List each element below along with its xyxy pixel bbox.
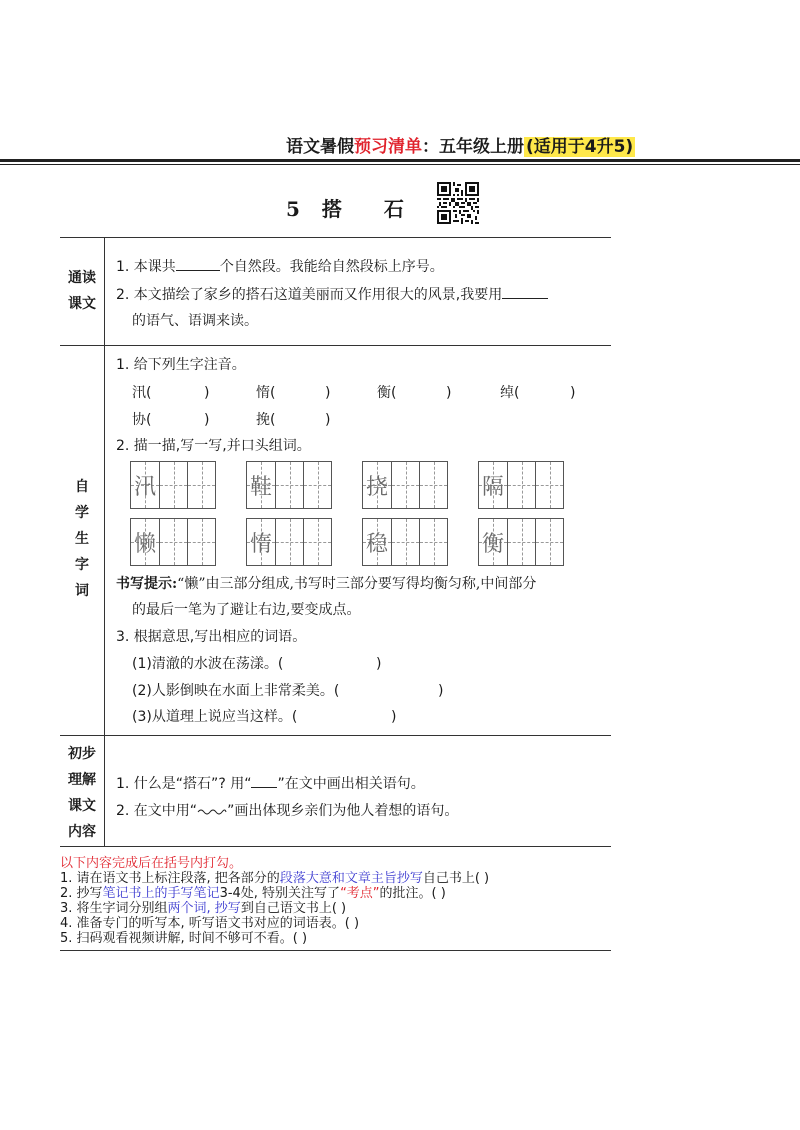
- checklist-item-1: [60, 871, 489, 886]
- trace-grid[interactable]: [130, 461, 216, 509]
- header-applicable: (适用于4升5): [526, 137, 634, 157]
- checklist-highlight: 笔记书上的手写笔记: [102, 886, 220, 901]
- page-header: [286, 132, 635, 157]
- read-q1-text-2: 个自然段。我能给自然段标上序号。: [219, 259, 444, 275]
- checklist-highlight: 两个词, 抄写: [167, 901, 241, 916]
- section-label-char: 词: [75, 583, 89, 599]
- checklist-highlight-red: “考点”: [340, 886, 380, 901]
- checklist-item-3: [60, 901, 346, 916]
- row-divider-2: [60, 735, 611, 736]
- pinyin-item: 挽(: [256, 412, 276, 428]
- answer-blank[interactable]: [176, 256, 220, 271]
- trace-char: 惰: [249, 531, 272, 557]
- meaning-item-1: (1)清澈的水波在荡漾。(: [132, 656, 284, 672]
- meaning-close-3: ): [391, 709, 397, 725]
- trace-grid[interactable]: [362, 518, 448, 566]
- read-q1-text: 1. 本课共: [116, 259, 176, 275]
- read-q2-text-2: 的语气、语调来读。: [132, 313, 258, 329]
- checklist-text: 3. 将生字词分别组: [60, 901, 168, 916]
- wavy-underline-icon: [197, 807, 227, 815]
- words-question-3: 3. 根据意思,写出相应的词语。: [116, 629, 307, 645]
- pinyin-close: ): [204, 385, 210, 401]
- writing-tip-label: 书写提示:: [116, 576, 178, 592]
- lesson-char-2: 石: [383, 197, 404, 221]
- trace-char: 隔: [481, 474, 504, 500]
- trace-grid[interactable]: [362, 461, 448, 509]
- trace-grid[interactable]: [246, 461, 332, 509]
- pinyin-close: ): [570, 385, 576, 401]
- section-label-understand: [60, 741, 104, 845]
- section-label-line: 内容: [68, 824, 96, 840]
- checklist-text: 2. 抄写: [60, 886, 103, 901]
- row-divider-1: [60, 345, 611, 346]
- section-label-char: 字: [75, 557, 89, 573]
- trace-char: 懒: [133, 531, 156, 557]
- pinyin-item: 惰(: [256, 385, 276, 401]
- words-question-1: 1. 给下列生字注音。: [116, 357, 246, 373]
- checklist-item-5: 5. 扫码观看视频讲解, 时间不够可不看。( ): [60, 931, 308, 946]
- section-label-read: [60, 265, 104, 317]
- header-preview-list: 预习清单: [354, 137, 422, 157]
- checklist-text: 到自己语文书上( ): [240, 901, 347, 916]
- understand-question-2: [116, 801, 458, 821]
- meaning-item-3: (3)从道理上说应当这样。(: [132, 709, 298, 725]
- header-rule-thin: [0, 164, 800, 165]
- meaning-close-2: ): [438, 683, 444, 699]
- row-divider-3: [60, 846, 611, 847]
- writing-tip-cont: 的最后一笔为了避让右边,要变成点。: [132, 602, 361, 618]
- writing-tip: [116, 574, 536, 594]
- words-question-2: 2. 描一描,写一写,并口头组词。: [116, 438, 311, 454]
- checklist-text: 1. 请在语文书上标注段落, 把各部分的: [60, 871, 280, 886]
- footer-rule: [60, 950, 611, 951]
- trace-char: 鞋: [249, 474, 272, 500]
- table-top-border: [60, 237, 611, 238]
- checklist-intro: 以下内容完成后在括号内打勾。: [60, 856, 243, 871]
- pinyin-close: ): [204, 412, 210, 428]
- straight-underline-sample: [251, 773, 277, 788]
- section-label-words: [60, 474, 104, 604]
- section-label-char: 学: [75, 505, 89, 521]
- answer-blank[interactable]: [502, 284, 548, 299]
- trace-grid[interactable]: [130, 518, 216, 566]
- checklist-highlight: 段落大意和文章主旨抄写: [279, 871, 423, 886]
- understand-q1-text: 1. 什么是“搭石”? 用“: [116, 776, 252, 792]
- meaning-close-1: ): [376, 656, 382, 672]
- header-subject: 语文暑假: [286, 137, 354, 157]
- lesson-number: 5: [286, 197, 300, 221]
- pinyin-close: ): [325, 385, 331, 401]
- trace-char: 挠: [365, 474, 388, 500]
- understand-question-1: [116, 773, 425, 794]
- trace-grid[interactable]: [246, 518, 332, 566]
- pinyin-item: 衡(: [377, 385, 397, 401]
- read-q2-text: 2. 本文描绘了家乡的搭石这道美丽而又作用很大的风景,我要用: [116, 287, 503, 303]
- pinyin-item: 绰(: [500, 385, 520, 401]
- trace-grid[interactable]: [478, 518, 564, 566]
- pinyin-item: 协(: [132, 412, 152, 428]
- checklist-item-2: [60, 886, 446, 901]
- pinyin-char: 汛(: [132, 385, 152, 401]
- section-label-line: 课文: [68, 798, 96, 814]
- section-label-line: 初步: [68, 746, 96, 762]
- pinyin-item: [132, 383, 151, 403]
- checklist-text: 自己书上( ): [422, 871, 490, 886]
- header-grade: ：五年级上册: [422, 137, 524, 157]
- checklist-text: 的批注。( ): [379, 886, 446, 901]
- understand-q2-text-2: ”画出体现乡亲们为他人着想的语句。: [227, 803, 459, 819]
- pinyin-close: ): [325, 412, 331, 428]
- read-question-2-cont: [132, 311, 258, 331]
- meaning-item-2: (2)人影倒映在水面上非常柔美。(: [132, 683, 340, 699]
- trace-grid[interactable]: [478, 461, 564, 509]
- header-rule-thick: [0, 159, 800, 162]
- section-label-line: 通读: [68, 270, 96, 286]
- understand-q2-text: 2. 在文中用“: [116, 803, 198, 819]
- trace-char: 衡: [481, 531, 504, 557]
- section-label-char: 生: [75, 531, 89, 547]
- read-question-1: [116, 256, 444, 277]
- lesson-char-1: 搭: [321, 197, 342, 221]
- understand-q1-text-2: ”在文中画出相关语句。: [277, 776, 425, 792]
- trace-char: 汛: [133, 474, 156, 500]
- section-label-char: 自: [75, 479, 89, 495]
- pinyin-close: ): [446, 385, 452, 401]
- writing-tip-text: “懒”由三部分组成,书写时三部分要写得均衡匀称,中间部分: [177, 576, 537, 592]
- lesson-title: [286, 193, 404, 222]
- section-label-line: 理解: [68, 772, 96, 788]
- section-label-line: 课文: [68, 296, 96, 312]
- qr-code-icon[interactable]: [437, 182, 479, 224]
- trace-char: 稳: [365, 531, 388, 557]
- checklist-item-4: 4. 准备专门的听写本, 听写语文书对应的词语表。( ): [60, 916, 360, 931]
- label-column-divider: [104, 237, 105, 846]
- checklist-text: 3-4处, 特别关注写了: [219, 886, 341, 901]
- read-question-2: [116, 284, 548, 305]
